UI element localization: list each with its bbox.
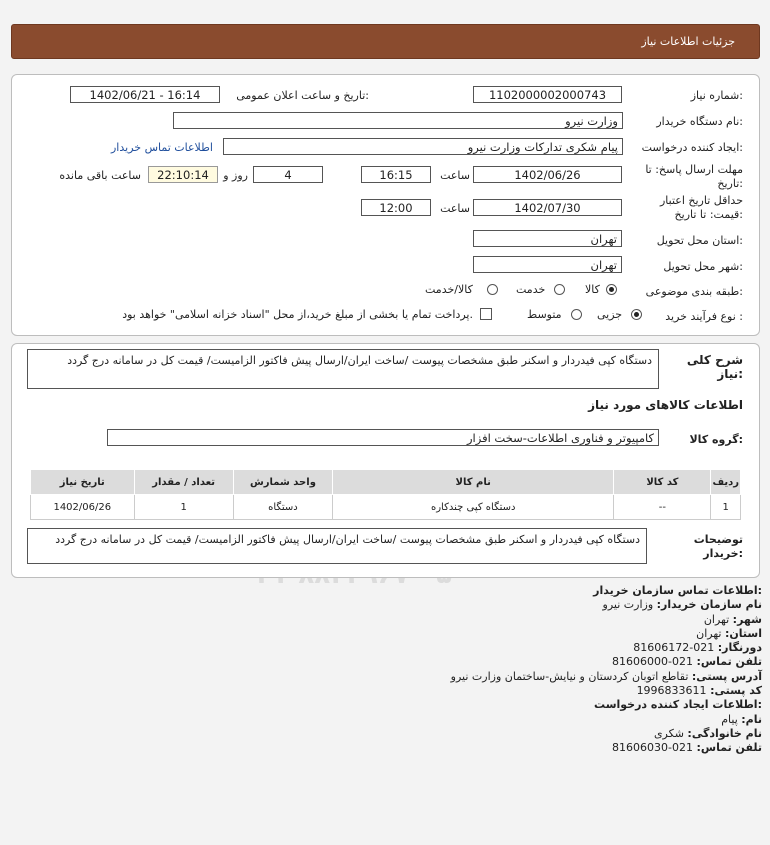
creator-label: ایجاد کننده درخواست: [641, 141, 743, 154]
validity-label: حداقل تاریخ اعتبار قیمت: تا تاریخ: [659, 194, 743, 221]
category-label: طبقه بندی موضوعی: [645, 285, 743, 298]
cell-date: 1402/06/26 [31, 495, 135, 520]
category-goods-radio[interactable] [606, 284, 617, 295]
buyer-notes-label: توضیحات خریدار: [693, 533, 743, 560]
page-header [11, 24, 760, 59]
col-row: ردیف [711, 470, 741, 495]
contact-section [202, 584, 762, 756]
validity-time-field: 12:00 [361, 199, 431, 216]
announce-field: 1402/06/21 - 16:14 [70, 86, 220, 103]
last-name-line: نام خانوادگی: شکری [653, 726, 762, 740]
process-medium-label: متوسط [527, 308, 562, 321]
deadline-time-field: 16:15 [361, 166, 431, 183]
postal-line: کد پستی: 1996833611 [636, 684, 762, 698]
need-number-label: شماره نیاز: [690, 89, 743, 102]
process-label: نوع فرآیند خرید : [665, 310, 743, 323]
city-label: شهر محل تحویل: [663, 260, 743, 273]
need-number-field: 1102000002000743 [473, 86, 622, 103]
cell-name: دستگاه کپی چندکاره [333, 495, 614, 520]
deadline-date-field: 1402/06/26 [473, 166, 622, 183]
process-minor-radio[interactable] [631, 309, 642, 320]
countdown-field: 22:10:14 [148, 166, 218, 183]
treasury-payment-text: پرداخت تمام یا بخشی از مبلغ خرید،از محل "اسناد خزانه اسلامی" خواهد بود. [122, 308, 473, 321]
creator-phone-line: تلفن تماس: 021-81606030 [612, 741, 762, 755]
goods-section-title: اطلاعات کالاهای مورد نیاز [588, 398, 743, 412]
category-both-radio[interactable] [487, 284, 498, 295]
category-service-radio[interactable] [554, 284, 565, 295]
category-service-label: خدمت [516, 283, 546, 296]
announce-label: تاریخ و ساعت اعلان عمومی: [236, 89, 369, 102]
days-remaining-field: 4 [253, 166, 323, 183]
col-code: کد کالا [614, 470, 711, 495]
treasury-payment-checkbox[interactable] [480, 308, 492, 320]
process-medium-radio[interactable] [571, 309, 582, 320]
org-contact-title: اطلاعات تماس سازمان خریدار: [593, 584, 762, 597]
goods-group-label: گروه کالا: [689, 433, 743, 446]
contact-info-link[interactable]: اطلاعات تماس خریدار [111, 141, 213, 154]
cell-unit: دستگاه [233, 495, 332, 520]
days-label: روز و [223, 169, 248, 182]
category-both-label: کالا/خدمت [425, 283, 473, 296]
city-line: شهر: تهران [703, 612, 762, 626]
goods-group-field: کامپیوتر و فناوری اطلاعات-سخت افزار [107, 429, 659, 446]
org-name-line: نام سازمان خریدار: وزارت نیرو [602, 598, 762, 612]
summary-text: دستگاه کپی فیدردار و اسکنر طبق مشخصات پیوست /ساخت ایران/ارسال پیش فاکتور الزامیست/ قیمت کل در سامانه درج گردد [27, 349, 659, 389]
cell-qty: 1 [134, 495, 233, 520]
validity-time-label: ساعت [440, 202, 470, 215]
col-qty: تعداد / مقدار [134, 470, 233, 495]
goods-table-header [31, 470, 741, 495]
process-minor-label: جزیی [597, 308, 623, 321]
table-row [31, 495, 741, 520]
address-line: آدرس پستی: تقاطع اتوبان کردستان و نیایش-ساختمان وزارت نیرو [450, 669, 762, 683]
page-title: جزئیات اطلاعات نیاز [641, 35, 735, 48]
remaining-label: ساعت باقی مانده [59, 169, 141, 182]
first-name-line: نام: پیام [721, 712, 762, 726]
phone-line: تلفن تماس: 021-81606000 [612, 655, 762, 669]
creator-contact-title: اطلاعات ایجاد کننده درخواست: [594, 698, 762, 712]
province-line: استان: تهران [696, 626, 762, 640]
deadline-time-label: ساعت [440, 169, 470, 182]
buyer-notes-text: دستگاه کپی فیدردار و اسکنر طبق مشخصات پیوست /ساخت ایران/ارسال پیش فاکتور الزامیست/ قیمت کل در سامانه درج گردد [27, 528, 647, 564]
cell-code: -- [614, 495, 711, 520]
col-date: تاریخ نیاز [31, 470, 135, 495]
category-goods-label: کالا [585, 283, 600, 296]
creator-field: پیام شکری تدارکات وزارت نیرو [223, 138, 623, 155]
buyer-org-field: وزارت نیرو [173, 112, 623, 129]
summary-label: شرح کلی نیاز: [686, 353, 743, 381]
province-label: استان محل تحویل: [656, 234, 743, 247]
fax-line: دورنگار: 021-81606172 [633, 641, 762, 655]
buyer-org-label: نام دستگاه خریدار: [656, 115, 743, 128]
col-name: نام کالا [333, 470, 614, 495]
province-field: تهران [473, 230, 622, 247]
cell-row: 1 [711, 495, 741, 520]
col-unit: واحد شمارش [233, 470, 332, 495]
deadline-label: مهلت ارسال پاسخ: تا تاریخ: [645, 163, 743, 190]
validity-date-field: 1402/07/30 [473, 199, 622, 216]
city-field: تهران [473, 256, 622, 273]
goods-table [30, 469, 741, 520]
